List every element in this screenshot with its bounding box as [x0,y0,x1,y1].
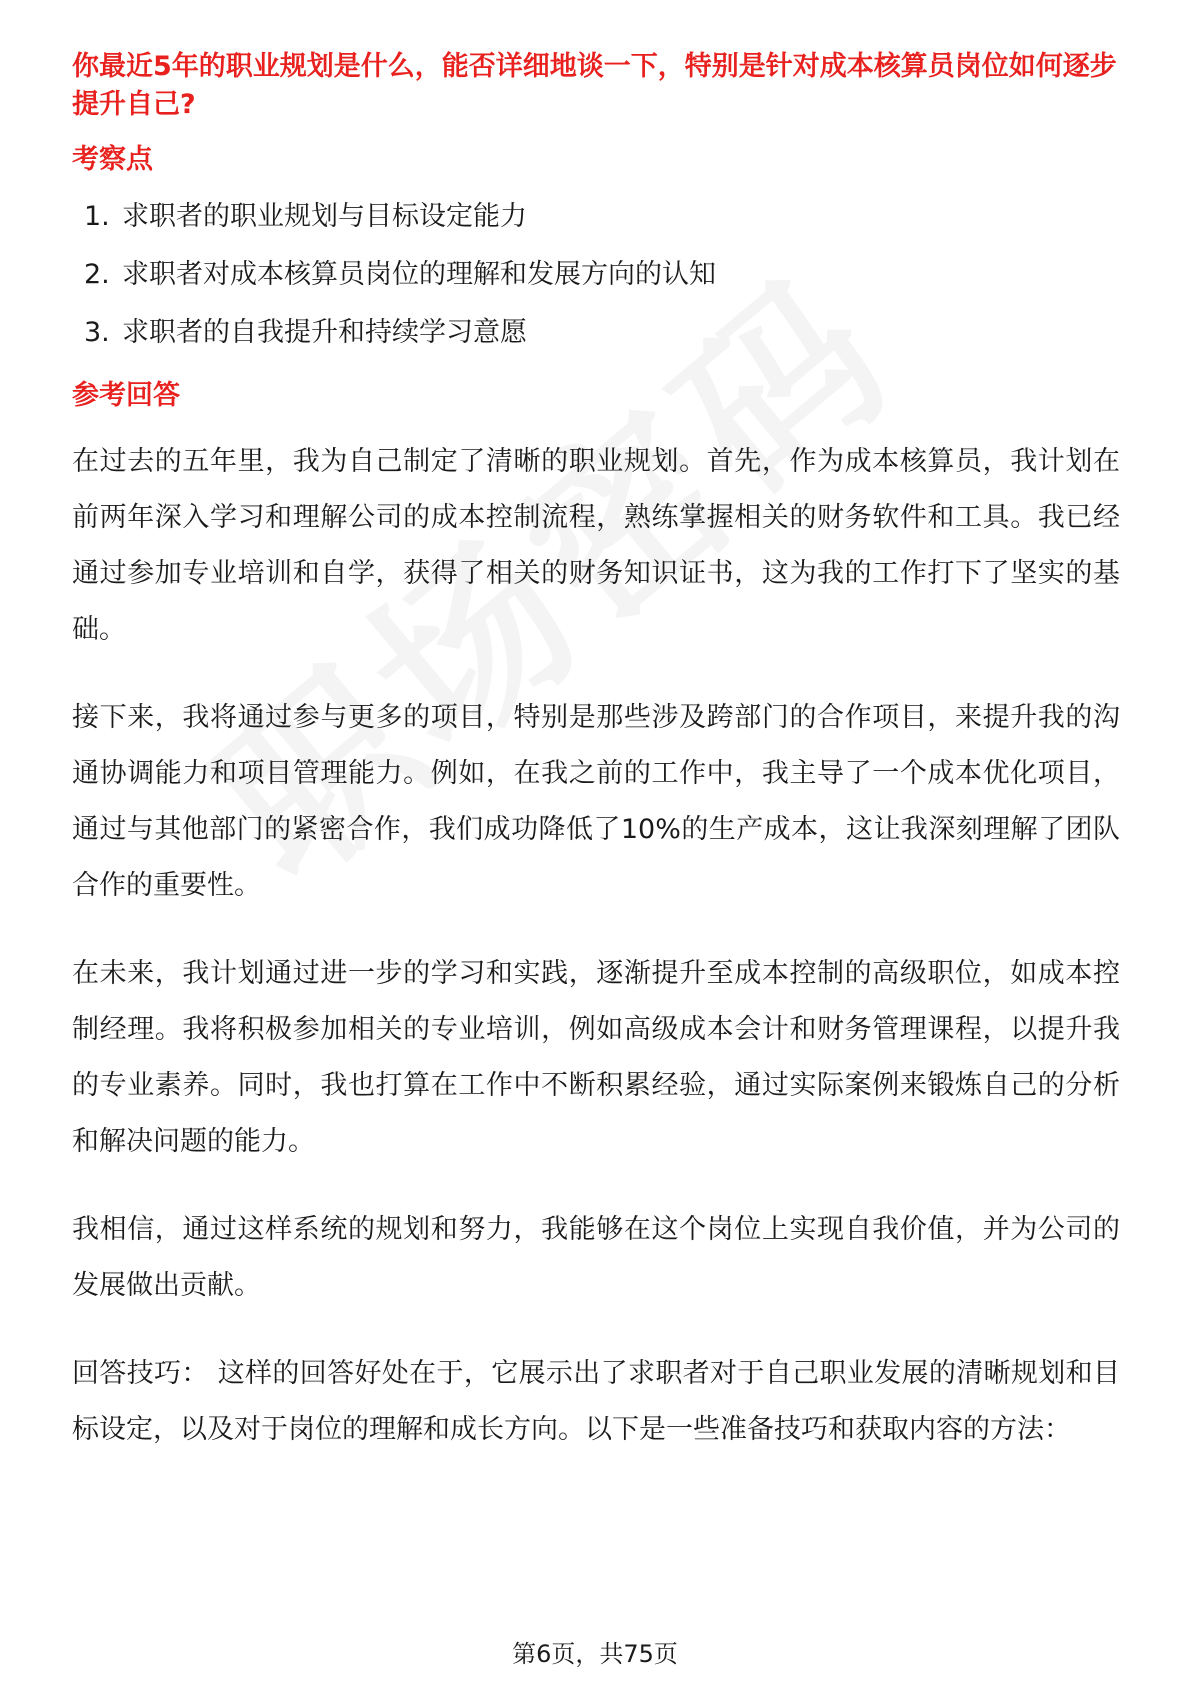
list-item-text: 求职者的职业规划与目标设定能力 [122,201,527,232]
answer-paragraph: 在未来，我计划通过进一步的学习和实践，逐渐提升至成本控制的高级职位，如成本控制经理。我将积极参加相关的专业培训，例如高级成本会计和财务管理课程，以提升我的专业素养。同时，我也打算在工作中不断积累经验，通过实际案例来锻炼自己的分析和解决问题的能力。 [72,958,1120,1157]
list-item-number: 2. [84,259,110,290]
list-item [84,256,1120,294]
list-item-text: 求职者的自我提升和持续学习意愿 [122,317,527,348]
list-item-text: 求职者对成本核算员岗位的理解和发展方向的认知 [122,259,716,290]
list-item-number: 3. [84,317,110,348]
answer-paragraph: 在过去的五年里，我为自己制定了清晰的职业规划。首先，作为成本核算员，我计划在前两年深入学习和理解公司的成本控制流程，熟练掌握相关的财务软件和工具。我已经通过参加专业培训和自学，获得了相关的财务知识证书，这为我的工作打下了坚实的基础。 [72,446,1120,645]
list-item [84,314,1120,352]
points-list [72,198,1120,352]
tips-paragraph: 回答技巧： 这样的回答好处在于，它展示出了求职者对于自己职业发展的清晰规划和目标设定，以及对于岗位的理解和成长方向。以下是一些准备技巧和获取内容的方法： [72,1358,1120,1445]
list-item [84,198,1120,236]
answer-paragraph: 我相信，通过这样系统的规划和努力，我能够在这个岗位上实现自我价值，并为公司的发展做出贡献。 [72,1214,1120,1301]
page-number-footer: 第6页，共75页 [512,1640,678,1668]
answer-section-title: 参考回答 [72,380,180,411]
question-heading: 你最近5年的职业规划是什么，能否详细地谈一下，特别是针对成本核算员岗位如何逐步提升自己? [72,51,1117,120]
answer-paragraph: 接下来，我将通过参与更多的项目，特别是那些涉及跨部门的合作项目，来提升我的沟通协调能力和项目管理能力。例如，在我之前的工作中，我主导了一个成本优化项目，通过与其他部门的紧密合作，我们成功降低了10%的生产成本，这让我深刻理解了团队合作的重要性。 [72,702,1120,901]
document-body [72,48,1120,1490]
points-section-title: 考察点 [72,144,153,175]
list-item-number: 1. [84,201,110,232]
